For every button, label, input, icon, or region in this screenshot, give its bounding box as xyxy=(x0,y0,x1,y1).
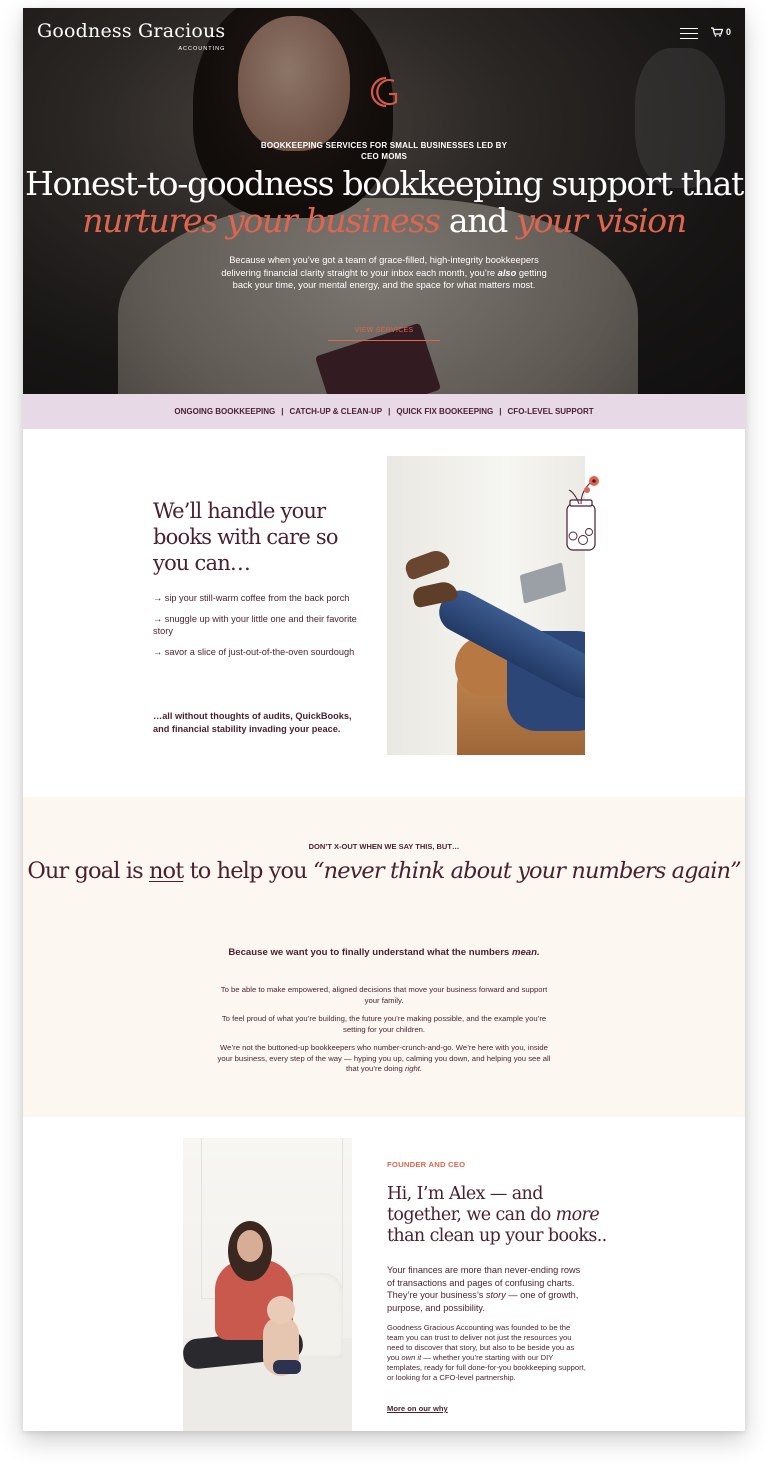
founder-eyebrow: FOUNDER AND CEO xyxy=(387,1160,466,1169)
founder-photo xyxy=(183,1138,352,1431)
view-services-button[interactable]: VIEW SERVICES xyxy=(328,327,440,341)
page xyxy=(23,8,745,1431)
hero-body: Because when you’ve got a team of grace-filled, high-integrity bookkeepers delivering financial clarity straight to your inbox each month, you’re also getting back your time, your mental energy, and the space for what matters most. xyxy=(221,255,547,290)
goal-eyebrow: DON’T X-OUT WHEN WE SAY THIS, BUT… xyxy=(308,842,460,851)
handle-closing: …all without thoughts of audits, QuickBooks, and financial stability invading your peace. xyxy=(153,711,352,734)
hero-section xyxy=(23,8,745,394)
cart-icon xyxy=(711,27,723,37)
service-link-ongoing[interactable]: ONGOING BOOKKEEPING xyxy=(174,407,276,416)
goal-paragraph-1: To be able to make empowered, aligned decisions that move your business forward and support your family. xyxy=(220,985,548,1005)
goal-paragraph-3: We’re not the buttoned-up bookkeepers who number-crunch-and-go. We’re here with you, inside your business, every step of the way — hyping you up, calming you down, and helping you see all that you’re doing right. xyxy=(217,1043,551,1073)
founder-paragraph-1: Your finances are more than never-ending rows of transactions and pages of confusing charts. They’re your business’s story — one of growth, purpose, and possibility. xyxy=(387,1265,581,1313)
brand-logo[interactable] xyxy=(37,20,226,52)
hero-accent-business: nurtures your business xyxy=(82,201,440,240)
goal-lead: Because we want you to finally understand what the numbers mean. xyxy=(228,947,540,958)
founder-paragraph-2: Goodness Gracious Accounting was founded to be the team you can trust to deliver not just the resources you need to discover that story, but also to be beside you as you own it — whether you’re starting with our DIY templates, ready for full done-for-you bookkeeping support, or looking for a CFO-level partnership. xyxy=(387,1323,586,1382)
brand-name: Goodness Gracious xyxy=(37,20,226,42)
more-on-our-why-link[interactable]: More on our why xyxy=(387,1404,448,1413)
menu-icon[interactable] xyxy=(680,28,698,40)
monogram-logo-icon xyxy=(364,72,404,112)
handle-heading: We’ll handle your books with care so you can… xyxy=(153,499,338,575)
hero-headline: Honest-to-goodness bookkeeping support that xyxy=(24,164,744,203)
benefit-item: → savor a slice of just-out-of-the-oven sourdough xyxy=(153,646,355,657)
hero-eyebrow: BOOKKEEPING SERVICES FOR SMALL BUSINESSES LED BY CEO MOMS xyxy=(260,141,508,161)
services-separator: | xyxy=(281,407,284,416)
service-link-cfo[interactable]: CFO-LEVEL SUPPORT xyxy=(507,407,594,416)
hero-headline-line2 xyxy=(23,201,745,240)
service-link-quick-fix[interactable]: QUICK FIX BOOKEEPING xyxy=(396,407,494,416)
hero-and: and xyxy=(439,201,517,240)
brand-subtitle: ACCOUNTING xyxy=(178,46,226,52)
services-separator: | xyxy=(388,407,391,416)
goal-heading: Our goal is not to help you “never think about your numbers again” xyxy=(27,858,741,884)
flower-jar-icon xyxy=(561,474,613,556)
goal-paragraph-2: To feel proud of what you’re building, the future you’re making possible, and the example you’re setting for your children. xyxy=(221,1014,547,1034)
benefit-list xyxy=(153,592,358,666)
cart-button[interactable] xyxy=(711,27,731,37)
benefit-item: → snuggle up with your little one and their favorite story xyxy=(153,613,357,636)
benefit-item: → sip your still-warm coffee from the back porch xyxy=(153,593,350,603)
services-bar xyxy=(23,394,745,429)
service-link-catch-up[interactable]: CATCH-UP & CLEAN-UP xyxy=(289,407,383,416)
services-separator: | xyxy=(499,407,502,416)
hero-accent-vision: your vision xyxy=(516,201,686,240)
lifestyle-photo-sofa xyxy=(387,456,585,755)
cart-count: 0 xyxy=(726,27,732,37)
founder-heading: Hi, I’m Alex — and together, we can do more than clean up your books.. xyxy=(387,1184,607,1246)
